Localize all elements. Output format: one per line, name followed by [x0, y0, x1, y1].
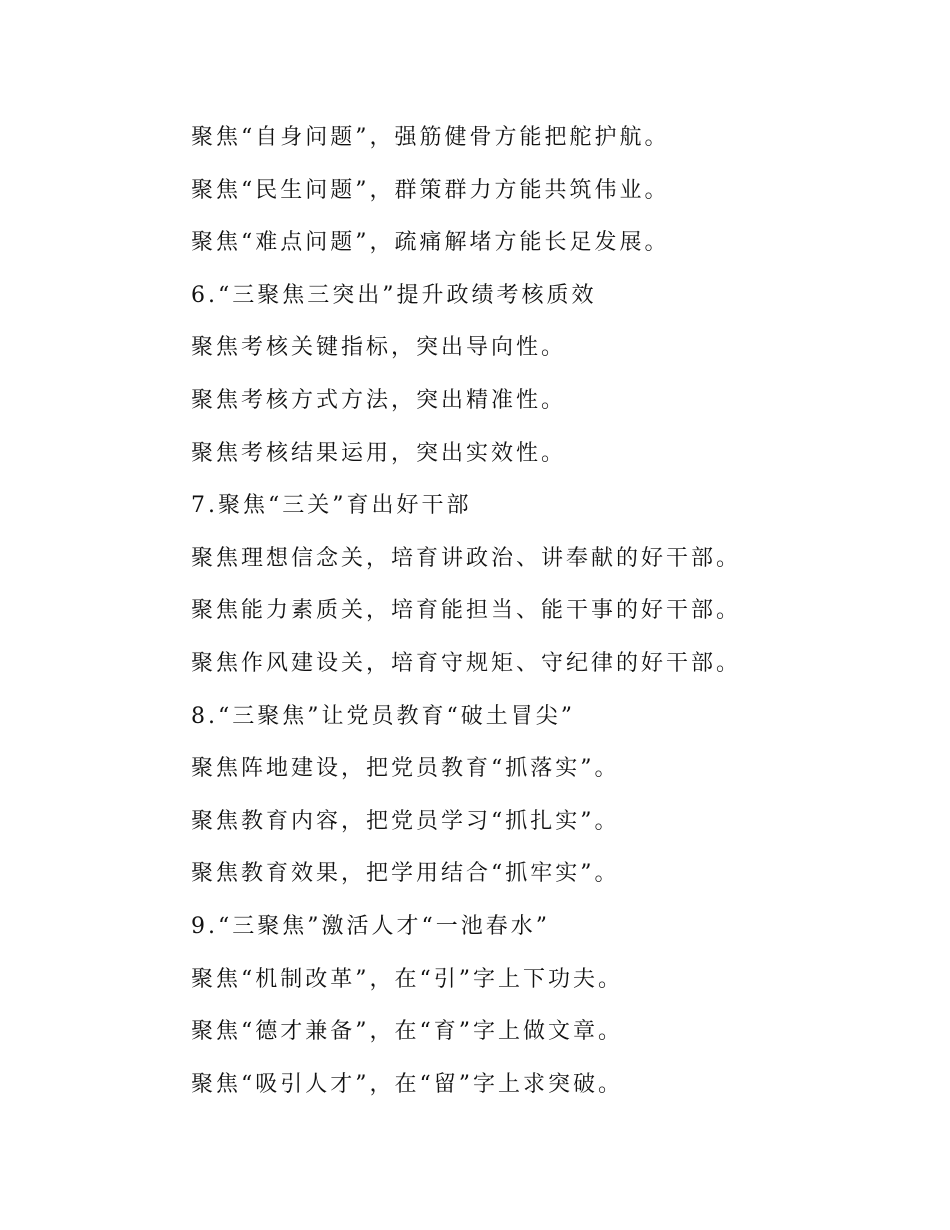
- text-line: 聚焦作风建设关，培育守规矩、守纪律的好干部。: [191, 650, 742, 676]
- text-line: 聚焦阵地建设，把党员教育“抓落实”。: [191, 756, 620, 782]
- text-line: 聚焦“机制改革”，在“引”字上下功夫。: [191, 966, 623, 992]
- text-line: 聚焦教育内容，把党员学习“抓扎实”。: [191, 808, 620, 834]
- text-line: 聚焦“吸引人才”，在“留”字上求突破。: [191, 1071, 623, 1097]
- text-line: 聚焦“民生问题”，群策群力方能共筑伟业。: [191, 177, 670, 203]
- text-line: 聚焦考核关键指标，突出导向性。: [191, 335, 567, 361]
- text-line: 聚焦教育效果，把学用结合“抓牢实”。: [191, 861, 620, 887]
- text-line: 聚焦考核方式方法，突出精准性。: [191, 387, 567, 413]
- text-line: 聚焦“难点问题”，疏痛解堵方能长足发展。: [191, 230, 670, 256]
- text-line: 聚焦理想信念关，培育讲政治、讲奉献的好干部。: [191, 545, 742, 571]
- section-heading: 7.聚焦“三关”育出好干部: [191, 493, 472, 519]
- text-line: 聚焦考核结果运用，突出实效性。: [191, 440, 567, 466]
- section-heading: 6.“三聚焦三突出”提升政绩考核质效: [191, 282, 597, 308]
- text-line: 聚焦“自身问题”，强筋健骨方能把舵护航。: [191, 125, 670, 150]
- text-line: 聚焦“德才兼备”，在“育”字上做文章。: [191, 1019, 623, 1045]
- section-heading: 9.“三聚焦”激活人才“一池春水”: [191, 913, 550, 939]
- document-body: [191, 116, 751, 1115]
- text-line: 聚焦能力素质关，培育能担当、能干事的好干部。: [191, 598, 742, 624]
- section-heading: 8.“三聚焦”让党员教育“破土冒尖”: [191, 703, 575, 729]
